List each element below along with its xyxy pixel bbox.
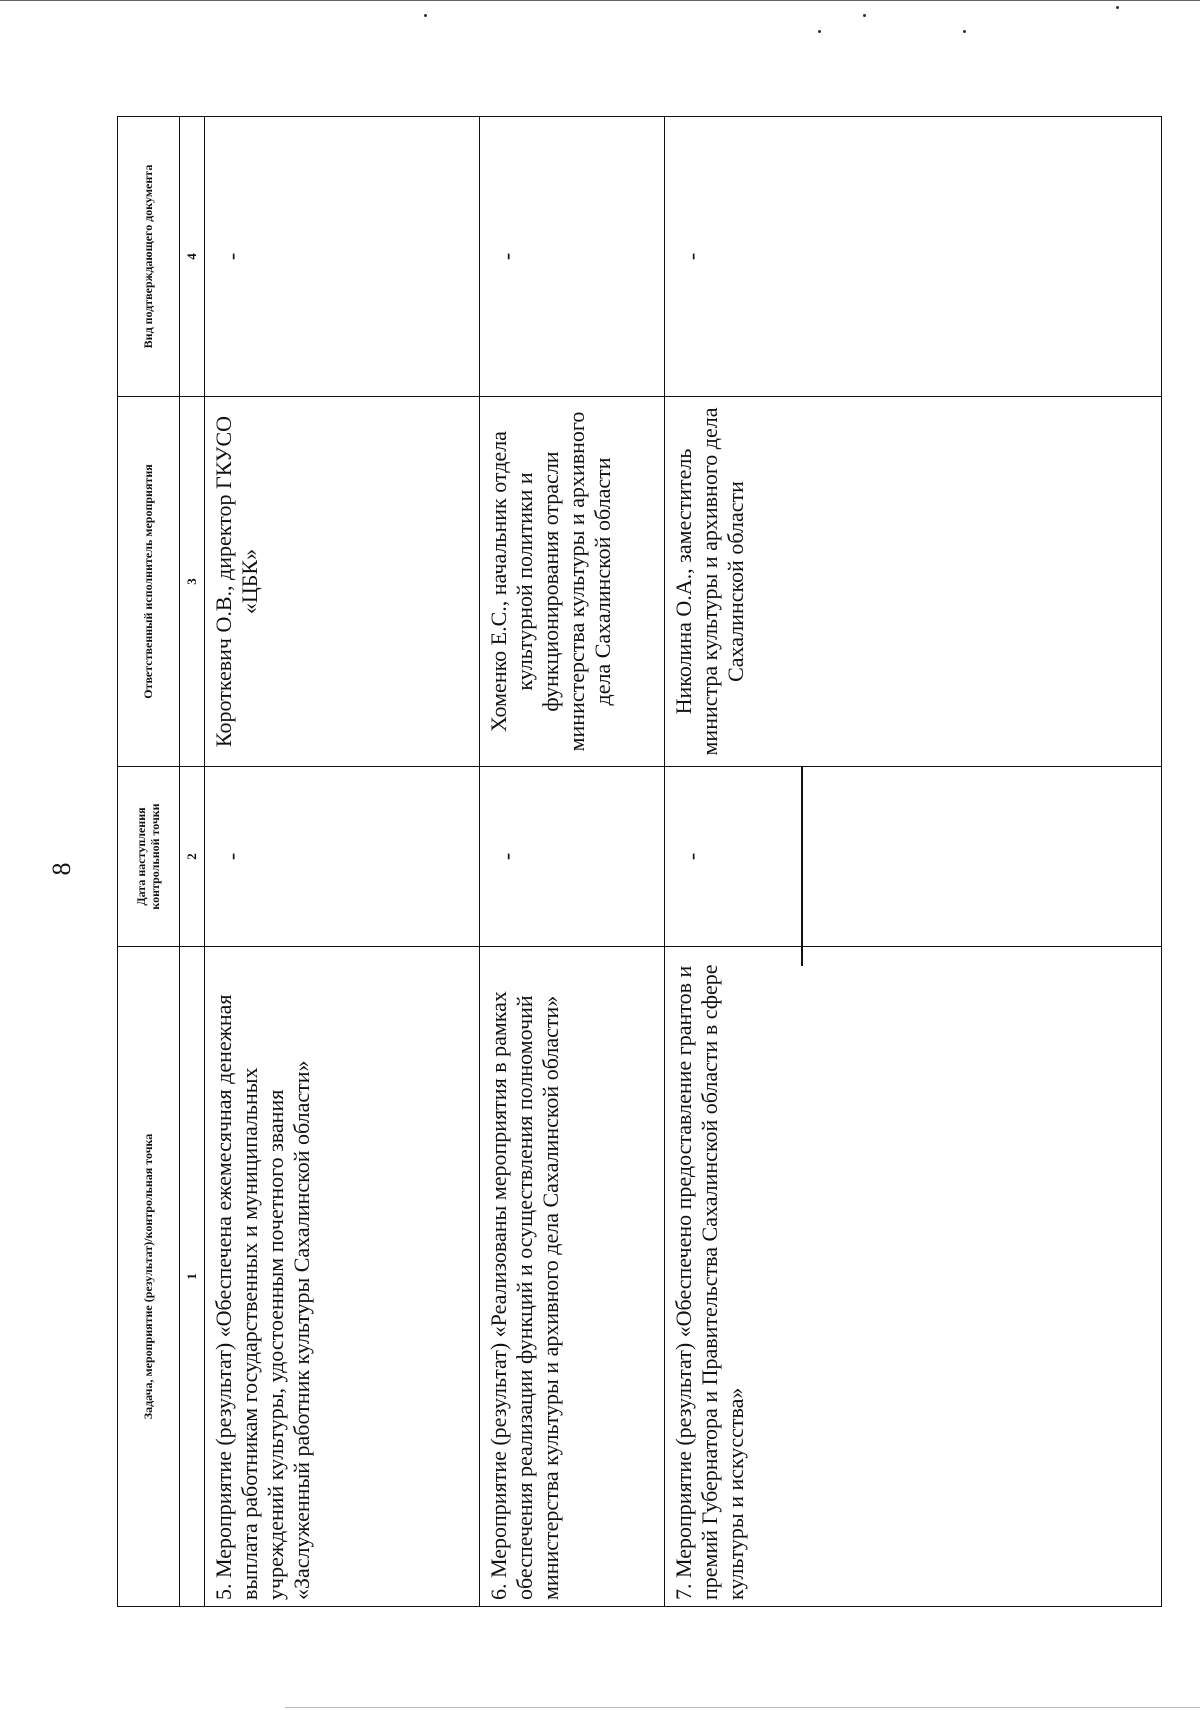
- scan-speck: [863, 14, 866, 17]
- task-cell: 5. Мероприятие (результат) «Обеспечена ежемесячная денежная выплата работникам государственных и муниципальных учреждений культуры, удостоенным почетного звания «Заслуженный работник культуры Сахалинской области»: [205, 947, 480, 1607]
- control-points-table: [117, 116, 1162, 1607]
- column-number: 1: [180, 947, 205, 1607]
- task-cell: 7. Мероприятие (результат) «Обеспечено предоставление грантов и премий Губернатора и Правительства Сахалинской области в сфере культуры и искусства»: [665, 947, 1162, 1607]
- scan-speck: [963, 30, 966, 33]
- document-cell: -: [665, 117, 1162, 397]
- column-number: 4: [180, 117, 205, 397]
- date-cell: -: [205, 767, 480, 947]
- task-cell: 6. Мероприятие (результат) «Реализованы мероприятия в рамках обеспечения реализации функций и осуществления полномочий министерства культуры и архивного дела Сахалинской области»: [480, 947, 665, 1607]
- table-row: [205, 117, 480, 1607]
- table-header-row: [118, 117, 180, 1607]
- table-row: [480, 117, 665, 1607]
- table-row: [665, 117, 1162, 1607]
- rotated-table-container: [117, 117, 1162, 1607]
- scan-bottom-edge: [285, 1707, 1200, 1708]
- header-date: Дата наступления контрольной точки: [118, 767, 180, 947]
- executor-cell: Николина О.А., заместитель министра культуры и архивного дела Сахалинской области: [665, 397, 1162, 767]
- column-number: 3: [180, 397, 205, 767]
- header-executor: Ответственный исполнитель мероприятия: [118, 397, 180, 767]
- scan-top-edge: [0, 0, 1200, 1]
- document-cell: -: [480, 117, 665, 397]
- scan-speck: [818, 30, 821, 33]
- scan-speck: [1116, 6, 1119, 9]
- executor-cell: Короткевич О.В., директор ГКУСО «ЦБК»: [205, 397, 480, 767]
- date-cell: -: [480, 767, 665, 947]
- date-cell: -: [665, 767, 1162, 947]
- header-document: Вид подтверждающего документа: [118, 117, 180, 397]
- executor-cell: Хоменко Е.С., начальник отдела культурной политики и функционирования отрасли министерства культуры и архивного дела Сахалинской области: [480, 397, 665, 767]
- page-number: 8: [47, 862, 76, 876]
- scan-speck: [424, 14, 427, 17]
- header-task: Задача, мероприятие (результат)/контрольная точка: [118, 947, 180, 1607]
- column-number-row: [180, 117, 205, 1607]
- document-cell: -: [205, 117, 480, 397]
- column-number: 2: [180, 767, 205, 947]
